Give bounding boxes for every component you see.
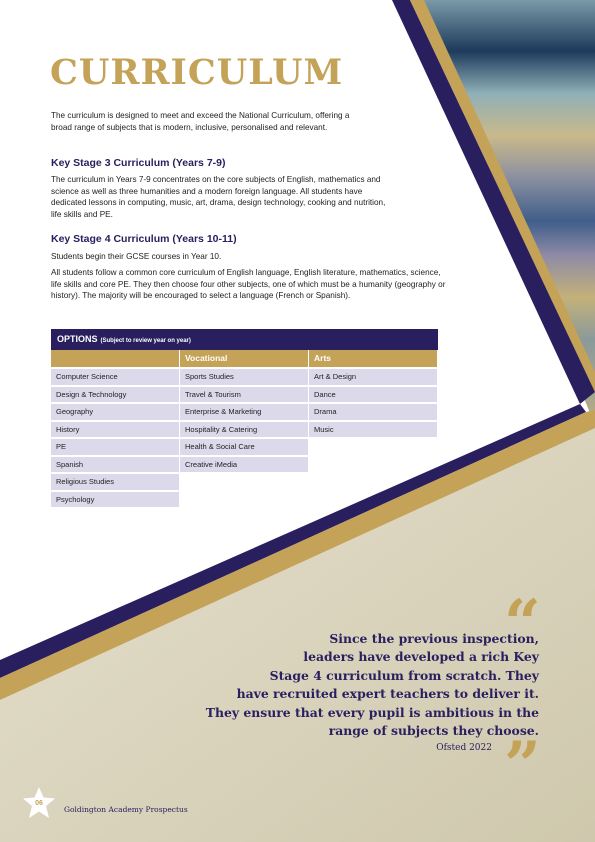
column-header: Vocational	[180, 350, 308, 367]
ks3-heading: Key Stage 3 Curriculum (Years 7-9)	[51, 157, 226, 169]
ks4-paragraph-2: All students follow a common core curriculum of English language, English literature, mathematics, science, life skills and core PE. They then choose four other subjects, one of which must be a humanity (geography or history). The majority will be encouraged to select a language (French or Spanish).	[51, 268, 446, 300]
options-note: (Subject to review year on year)	[100, 338, 191, 344]
options-columns	[51, 350, 438, 507]
quote-line: Stage 4 curriculum from scratch. They	[269, 667, 539, 683]
options-column-core	[51, 350, 179, 507]
subject-cell: Computer Science	[51, 369, 179, 385]
column-header	[51, 350, 179, 367]
page-number: 06	[35, 800, 43, 807]
subject-cell: Travel & Tourism	[180, 387, 308, 403]
close-quote-mark: ”	[504, 728, 541, 803]
open-quote-mark: “	[504, 586, 541, 661]
subject-cell: Enterprise & Marketing	[180, 404, 308, 420]
quote-line: leaders have developed a rich Key	[303, 649, 539, 665]
subject-cell: History	[51, 422, 179, 438]
options-table-header	[51, 329, 438, 350]
subject-cell: Music	[309, 422, 437, 438]
options-table	[51, 329, 438, 507]
subject-cell: Health & Social Care	[180, 439, 308, 455]
options-column-vocational	[180, 350, 308, 507]
footer-text: Goldington Academy Prospectus	[64, 805, 188, 814]
ks4-heading: Key Stage 4 Curriculum (Years 10-11)	[51, 233, 237, 245]
subject-cell: Geography	[51, 404, 179, 420]
quote-line: have recruited expert teachers to deliver it.	[236, 686, 539, 702]
subject-cell: Spanish	[51, 457, 179, 473]
subject-cell: Drama	[309, 404, 437, 420]
subject-cell: Hospitality & Catering	[180, 422, 308, 438]
subject-cell: Design & Technology	[51, 387, 179, 403]
subject-cell: Creative iMedia	[180, 457, 308, 473]
ks4-paragraph-1: Students begin their GCSE courses in Year 10.	[51, 252, 222, 261]
options-title: OPTIONS	[57, 334, 98, 344]
column-header: Arts	[309, 350, 437, 367]
quote-line: They ensure that every pupil is ambitious in the	[205, 704, 539, 720]
quote-line: Since the previous inspection,	[329, 631, 539, 646]
quote-attribution: Ofsted 2022	[436, 743, 492, 753]
ks3-paragraph: The curriculum in Years 7-9 concentrates on the core subjects of English, mathematics and science as well as three humanities and a modern foreign language. All students have dedicated lessons in computing, music, art, drama, design technology, cooking and nutrition, life skills and PE.	[51, 175, 386, 219]
intro-paragraph: The curriculum is designed to meet and exceed the National Curriculum, offering a broad range of subjects that is modern, inclusive, personalised and relevant.	[51, 111, 350, 132]
ofsted-quote	[179, 630, 539, 740]
subject-cell: Religious Studies	[51, 474, 179, 490]
quote-line: range of subjects they choose.	[328, 723, 539, 739]
options-column-arts	[309, 350, 437, 507]
subject-cell: Dance	[309, 387, 437, 403]
subject-cell: Psychology	[51, 492, 179, 508]
subject-cell: Art & Design	[309, 369, 437, 385]
subject-cell: Sports Studies	[180, 369, 308, 385]
subject-cell: PE	[51, 439, 179, 455]
page-title: CURRICULUM	[50, 52, 344, 93]
